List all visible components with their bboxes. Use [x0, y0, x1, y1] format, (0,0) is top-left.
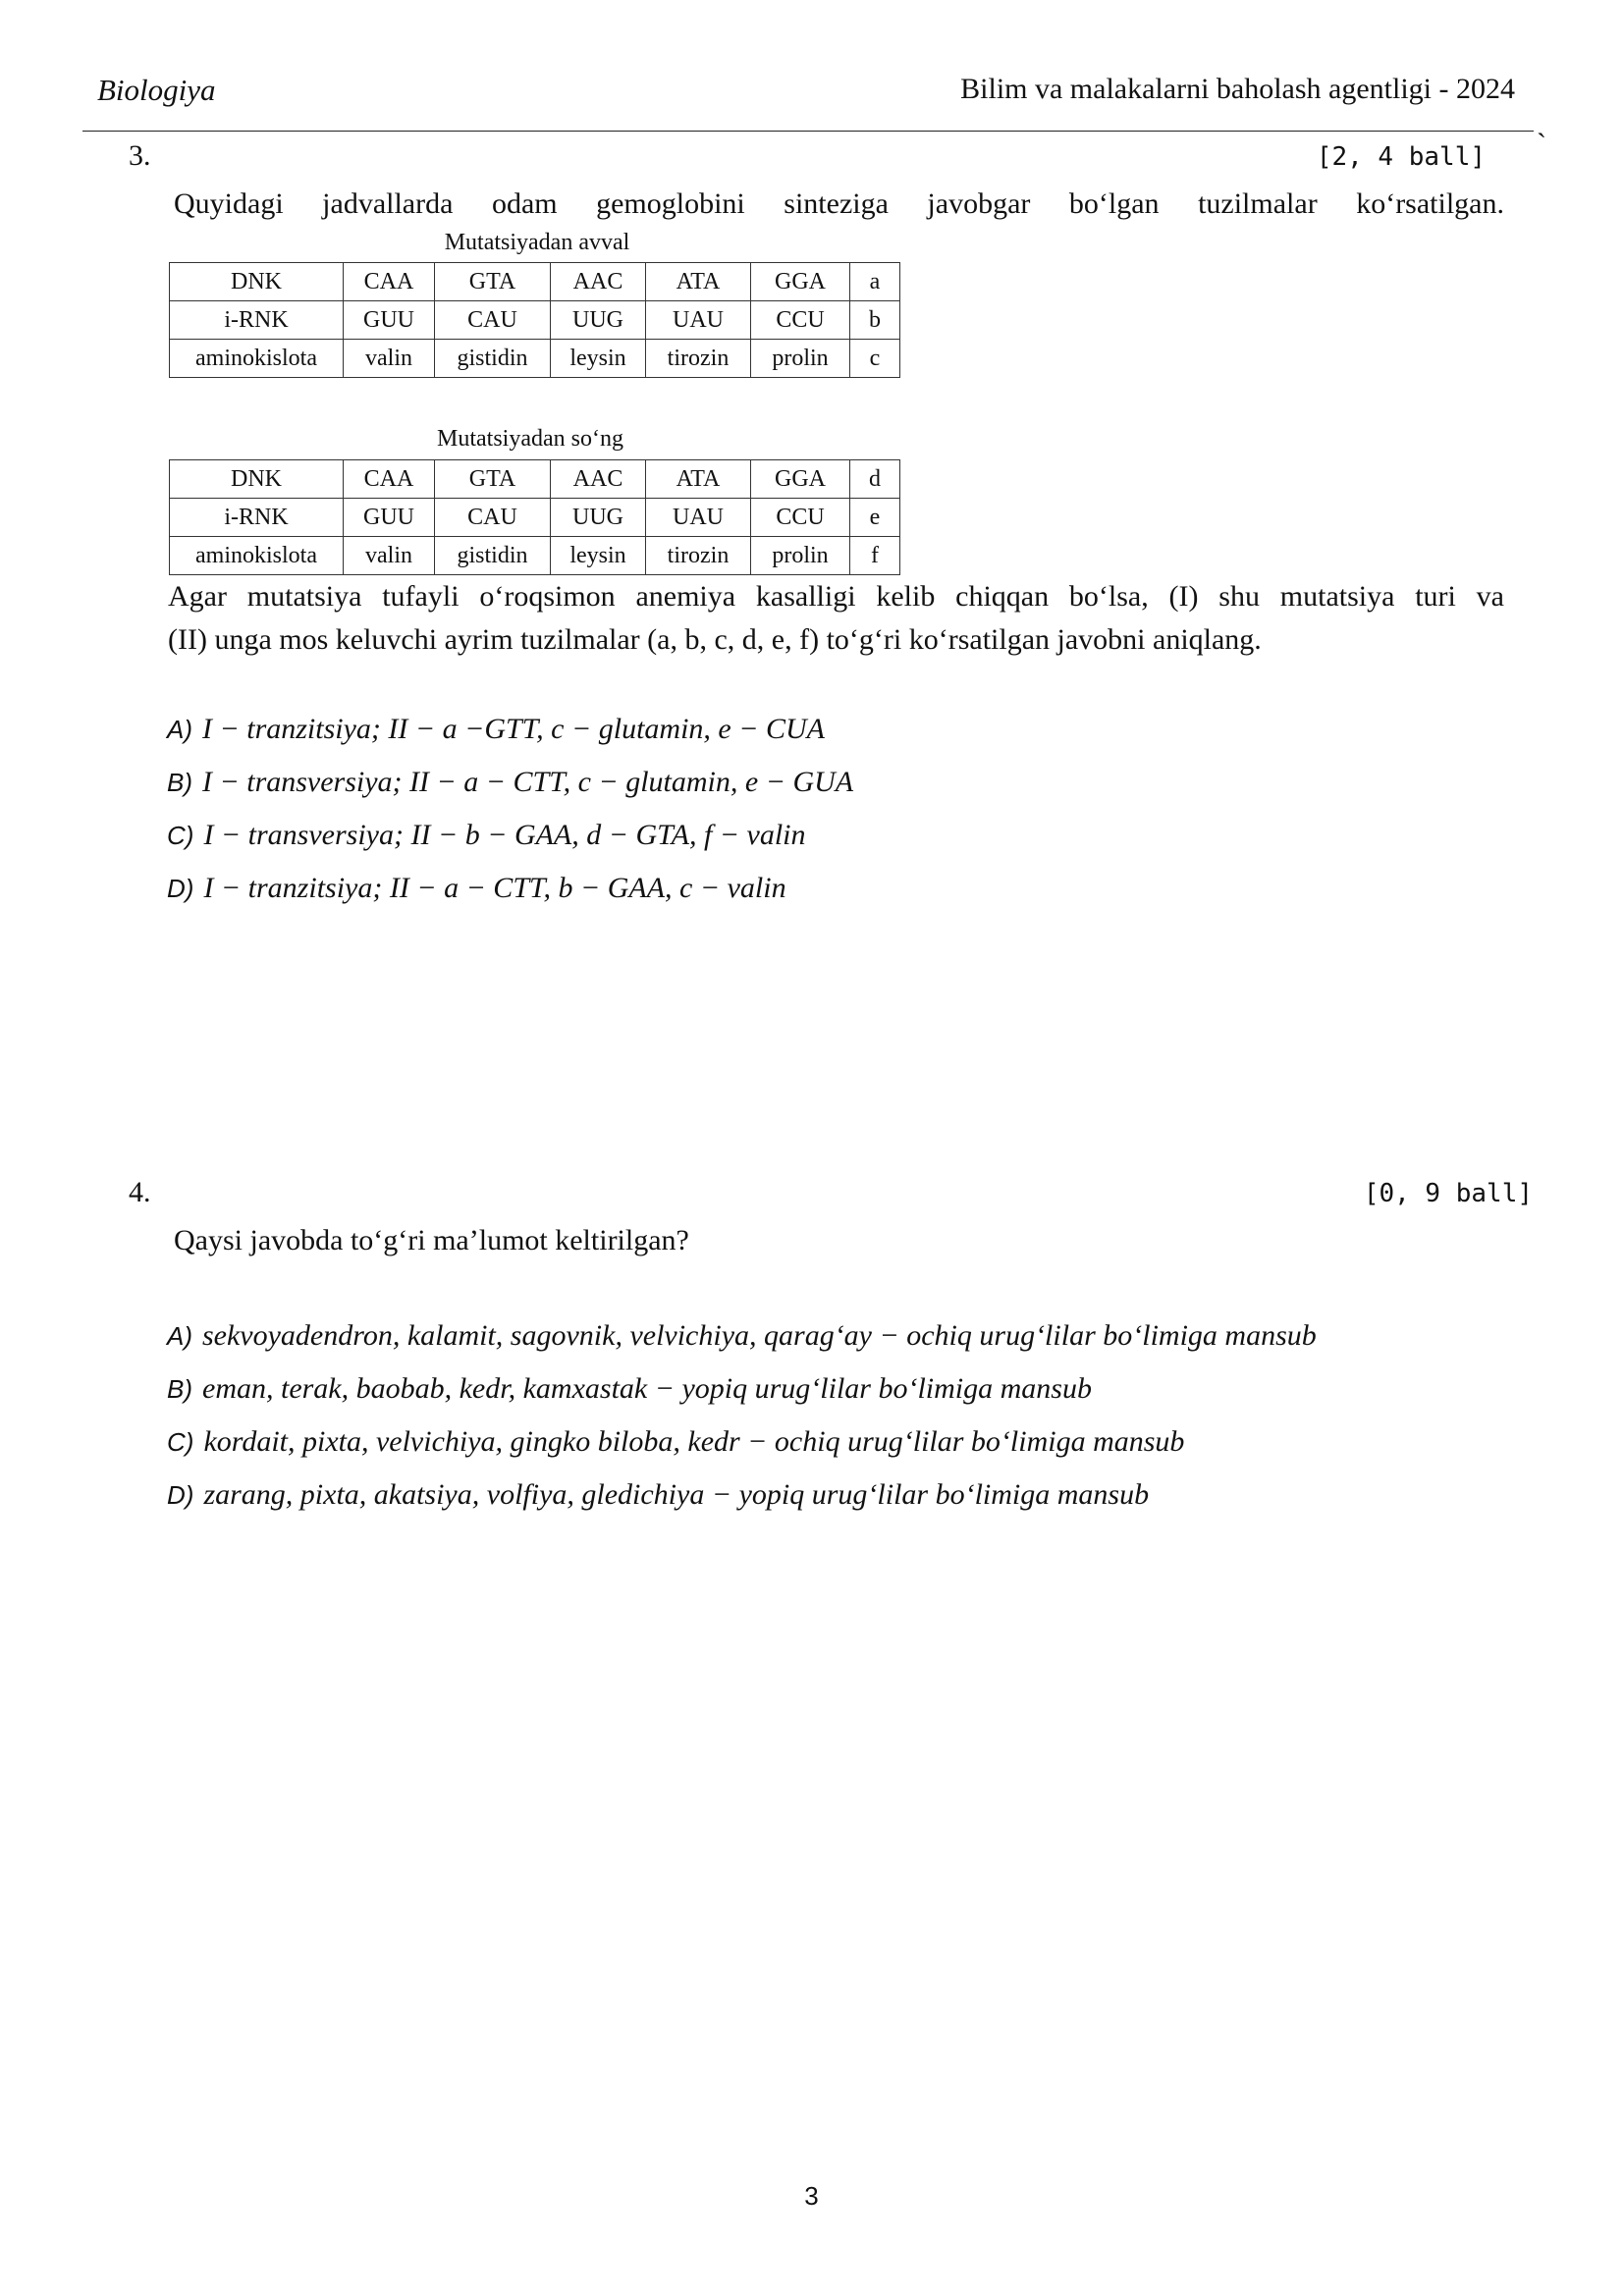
question-3-text-line-1: Agar mutatsiya tufayli o‘roqsimon anemiya kasalligi kelib chiqqan bo‘lsa, (I) shu mutatsiya turi va — [168, 580, 1504, 613]
question-3-option-b[interactable] — [167, 766, 853, 799]
table-cell: AAC — [551, 460, 646, 499]
option-text: kordait, pixta, velvichiya, gingko biloba, kedr − ochiq urug‘lilar bo‘limiga mansub — [203, 1425, 1185, 1458]
table-cell: leysin — [551, 340, 646, 378]
table-cell: d — [850, 460, 900, 499]
table-cell: UAU — [646, 301, 751, 340]
option-letter: C) — [167, 821, 194, 850]
table-before-caption: Mutatsiyadan avval — [444, 230, 630, 255]
option-letter: A) — [167, 1321, 192, 1351]
table-cell: DNK — [170, 460, 344, 499]
question-4-option-a[interactable] — [167, 1319, 1317, 1353]
table-cell: prolin — [751, 340, 850, 378]
question-3-text-line-2: (II) unga mos keluvchi ayrim tuzilmalar (a, b, c, d, e, f) to‘g‘ri ko‘rsatilgan javobni aniqlang. — [168, 623, 1262, 656]
option-letter: C) — [167, 1427, 194, 1457]
table-cell: b — [850, 301, 900, 340]
option-letter: D) — [167, 1480, 194, 1510]
table-cell: CAA — [344, 460, 435, 499]
table-row — [170, 460, 900, 499]
agency-title: Bilim va malakalarni baholash agentligi - 2024 — [960, 73, 1515, 105]
question-3-intro: Quyidagi jadvallarda odam gemoglobini sinteziga javobgar bo‘lgan tuzilmalar ko‘rsatilgan. — [174, 187, 1504, 220]
table-cell: UUG — [551, 499, 646, 537]
table-cell: valin — [344, 537, 435, 575]
table-cell: aminokislota — [170, 537, 344, 575]
option-text: I − transversiya; II − b − GAA, d − GTA, f − valin — [203, 819, 806, 851]
table-cell: tirozin — [646, 340, 751, 378]
table-cell: CAU — [435, 301, 551, 340]
table-cell: i-RNK — [170, 301, 344, 340]
table-cell: gistidin — [435, 340, 551, 378]
table-cell: prolin — [751, 537, 850, 575]
table-cell: AAC — [551, 263, 646, 301]
option-letter: A) — [167, 715, 192, 744]
page-number: 3 — [804, 2181, 819, 2211]
question-3-option-a[interactable] — [167, 713, 825, 746]
question-4-option-d[interactable] — [167, 1478, 1149, 1512]
table-cell: leysin — [551, 537, 646, 575]
question-3-option-c[interactable] — [167, 819, 806, 852]
table-cell: UAU — [646, 499, 751, 537]
table-cell: valin — [344, 340, 435, 378]
question-4-option-b[interactable] — [167, 1372, 1092, 1406]
table-cell: ATA — [646, 460, 751, 499]
table-cell: GTA — [435, 263, 551, 301]
table-cell: CCU — [751, 301, 850, 340]
table-cell: i-RNK — [170, 499, 344, 537]
table-after-mutation — [169, 459, 900, 575]
option-letter: D) — [167, 874, 194, 903]
subject-title: Biologiya — [97, 73, 216, 107]
header-divider — [82, 131, 1534, 132]
table-cell: a — [850, 263, 900, 301]
table-cell: CAU — [435, 499, 551, 537]
table-cell: UUG — [551, 301, 646, 340]
option-text: eman, terak, baobab, kedr, kamxastak − yopiq urug‘lilar bo‘limiga mansub — [202, 1372, 1092, 1405]
question-3-option-d[interactable] — [167, 872, 786, 905]
table-cell: f — [850, 537, 900, 575]
table-row — [170, 301, 900, 340]
table-cell: CCU — [751, 499, 850, 537]
table-cell: GUU — [344, 499, 435, 537]
table-cell: gistidin — [435, 537, 551, 575]
question-3-number: 3. — [129, 139, 151, 172]
table-row — [170, 263, 900, 301]
question-4-score: [0, 9 ball] — [1363, 1179, 1533, 1208]
header-tick-mark: ` — [1537, 128, 1546, 160]
question-4-number: 4. — [129, 1176, 151, 1208]
option-letter: B) — [167, 1374, 192, 1404]
table-cell: CAA — [344, 263, 435, 301]
table-cell: DNK — [170, 263, 344, 301]
table-cell: GGA — [751, 263, 850, 301]
option-letter: B) — [167, 768, 192, 797]
table-after-caption: Mutatsiyadan so‘ng — [437, 426, 623, 452]
question-4-option-c[interactable] — [167, 1425, 1184, 1459]
table-cell: c — [850, 340, 900, 378]
option-text: zarang, pixta, akatsiya, volfiya, gledichiya − yopiq urug‘lilar bo‘limiga mansub — [203, 1478, 1150, 1511]
table-cell: aminokislota — [170, 340, 344, 378]
table-cell: GGA — [751, 460, 850, 499]
table-row — [170, 340, 900, 378]
question-4-text: Qaysi javobda to‘g‘ri ma’lumot keltirilgan? — [174, 1224, 689, 1256]
table-before-mutation — [169, 262, 900, 378]
table-cell: GTA — [435, 460, 551, 499]
option-text: sekvoyadendron, kalamit, sagovnik, velvichiya, qarag‘ay − ochiq urug‘lilar bo‘limiga mansub — [202, 1319, 1317, 1352]
table-cell: e — [850, 499, 900, 537]
option-text: I − tranzitsiya; II − a −GTT, c − glutamin, e − CUA — [202, 713, 825, 745]
table-row — [170, 537, 900, 575]
option-text: I − transversiya; II − a − CTT, c − glutamin, e − GUA — [202, 766, 854, 798]
option-text: I − tranzitsiya; II − a − CTT, b − GAA, c − valin — [203, 872, 786, 904]
table-cell: ATA — [646, 263, 751, 301]
table-row — [170, 499, 900, 537]
question-3-score: [2, 4 ball] — [1316, 142, 1486, 172]
table-cell: GUU — [344, 301, 435, 340]
table-cell: tirozin — [646, 537, 751, 575]
